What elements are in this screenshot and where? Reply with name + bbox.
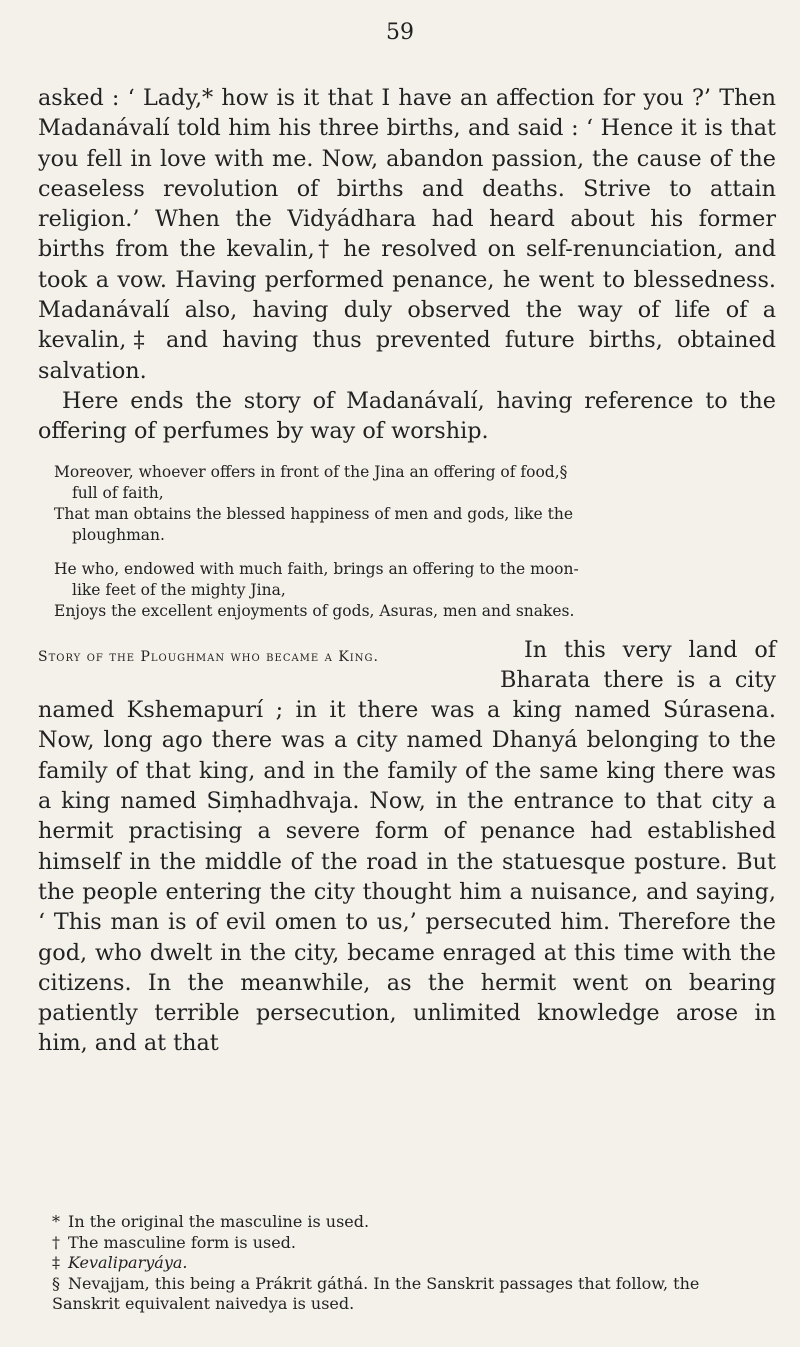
verse-1-line-1: Moreover, whoever offers in front of the Jina an offering of food,§ (54, 462, 568, 481)
story-text: In this very land of Bharata there is a city named Kshemapurí ; in it there was a king named Súrasena. Now, long ago there was a city named Dhanyá belonging to the family of that king, and in the family of the same king there was a king named Siṃhadhvaja. Now, in the entrance to that city a hermit practising a severe form of penance had established himself in the middle of the road in the statuesque posture. But the people entering the city thought him a nuisance, and saying, ‘ This man is of evil omen to us,’ persecuted him. Therefore the god, who dwelt in the city, became enraged at this time with the citizens. In the meanwhile, as the hermit went on bearing patiently terrible persecution, unlimited knowledge arose in him, and at that (38, 636, 776, 1057)
footnote-text: The masculine form is used. (68, 1232, 296, 1252)
footnote (52, 1212, 770, 1233)
sidenote-heading: Story of the Ploughman who became a King. (38, 648, 379, 665)
footnote (52, 1274, 770, 1315)
page-body (38, 83, 776, 1059)
verse-block (38, 462, 776, 622)
footnote-text: Nevajjam, this being a Prákrit gáthá. In the Sanskrit passages that follow, the Sanskrit equivalent naivedya is used. (52, 1273, 700, 1313)
verse-1-line-3: That man obtains the blessed happiness of men and gods, like the (54, 504, 574, 523)
footnote (52, 1233, 770, 1254)
footnote-symbol: † (52, 1232, 60, 1252)
paragraph-ploughman-story (38, 635, 776, 1059)
verse-2-line-2: like feet of the mighty Jina, (72, 580, 286, 599)
verse-1-line-2: full of faith, (72, 483, 164, 502)
footnotes (52, 1212, 770, 1315)
page-number: 59 (386, 20, 414, 45)
footnote-symbol: * (52, 1212, 60, 1231)
footnote-text: In the original the masculine is used. (68, 1212, 370, 1231)
footnote-text: Kevaliparyáya. (68, 1253, 188, 1272)
paragraph-story-end: Here ends the story of Madanávalí, having reference to the offering of perfumes by way of worship. (38, 387, 776, 445)
verse-2 (38, 559, 776, 622)
footnote-symbol: ‡ (52, 1253, 60, 1272)
verse-2-line-3: Enjoys the excellent enjoyments of gods, Asuras, men and snakes. (54, 601, 575, 620)
footnote (52, 1253, 770, 1274)
footnote-symbol: § (52, 1273, 60, 1293)
verse-2-line-1: He who, endowed with much faith, brings an offering to the moon- (54, 559, 579, 578)
verse-1-line-4: ploughman. (72, 525, 165, 544)
paragraph-madanavali-ending: asked : ‘ Lady,* how is it that I have an affection for you ?’ Then Madanávalí told him his three births, and said : ‘ Hence it is that you fell in love with me. Now, abandon passion, the cause of the ceaseless revolution of births and deaths. Strive to attain religion.’ When the Vidyádhara had heard about his former births from the kevalin,† he resolved on self-renunciation, and took a vow. Having performed penance, he went to blessedness. Madanávalí also, having duly observed the way of life of a kevalin,‡ and having thus prevented future births, obtained salvation. (38, 85, 776, 384)
verse-1 (38, 462, 776, 546)
